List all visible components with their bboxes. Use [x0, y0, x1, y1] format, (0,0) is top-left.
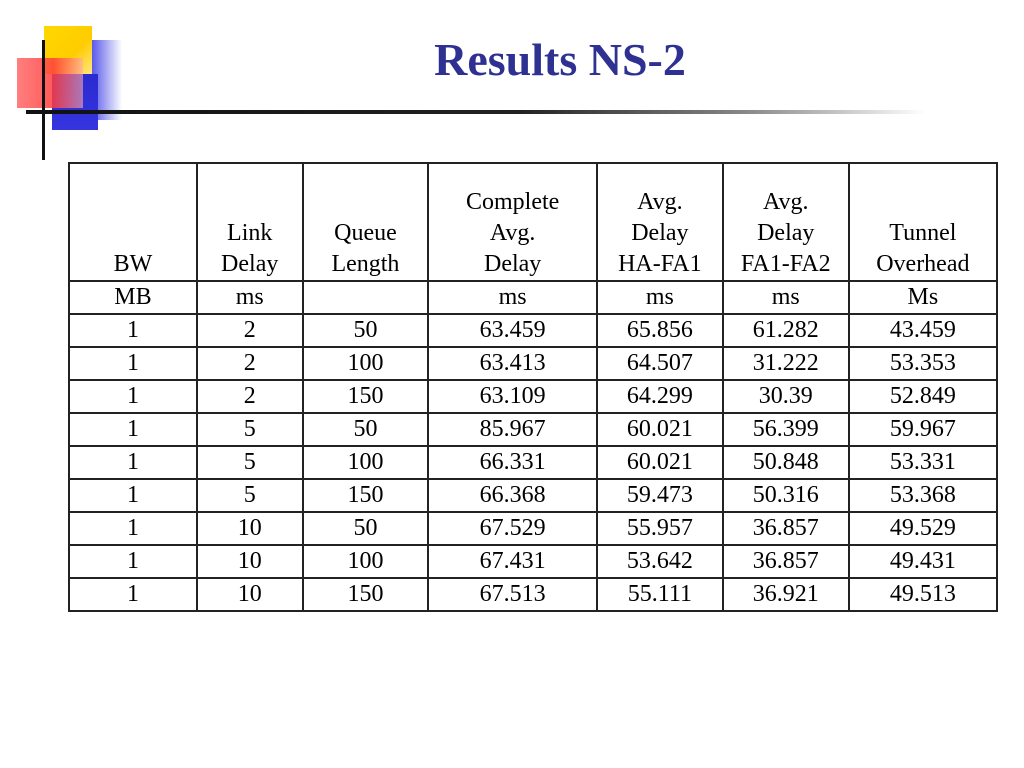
table-cell: 31.222	[723, 347, 849, 380]
table-cell: 49.513	[849, 578, 997, 611]
unit-cell: ms	[597, 281, 723, 314]
table-row	[69, 578, 997, 611]
table-cell: 150	[303, 479, 429, 512]
table-cell: 67.513	[428, 578, 597, 611]
table-cell: 55.111	[597, 578, 723, 611]
header-line: BW	[113, 251, 153, 277]
table-cell: 30.39	[723, 380, 849, 413]
title-underline	[26, 110, 926, 114]
unit-cell: Ms	[849, 281, 997, 314]
table-cell: 52.849	[849, 380, 997, 413]
table-cell: 36.857	[723, 512, 849, 545]
table-cell: 50	[303, 314, 429, 347]
table-cell: 66.331	[428, 446, 597, 479]
table-row	[69, 380, 997, 413]
table-cell: 5	[197, 413, 303, 446]
header-line: Avg.	[489, 220, 536, 246]
table-cell: 50.316	[723, 479, 849, 512]
table-cell: 67.529	[428, 512, 597, 545]
table-cell: 2	[197, 314, 303, 347]
table-cell: 100	[303, 446, 429, 479]
unit-cell: ms	[723, 281, 849, 314]
table-cell: 1	[69, 380, 197, 413]
header-tunnel-overhead	[849, 163, 997, 281]
table-row	[69, 545, 997, 578]
table-cell: 100	[303, 545, 429, 578]
header-link-delay	[197, 163, 303, 281]
table-cell: 49.529	[849, 512, 997, 545]
table-cell: 43.459	[849, 314, 997, 347]
slide-title: Results NS-2	[434, 34, 686, 85]
table-cell: 36.857	[723, 545, 849, 578]
table-cell: 59.473	[597, 479, 723, 512]
table-cell: 60.021	[597, 446, 723, 479]
unit-cell: ms	[197, 281, 303, 314]
table-cell: 10	[197, 578, 303, 611]
table-cell: 53.368	[849, 479, 997, 512]
table-row	[69, 347, 997, 380]
unit-cell: ms	[428, 281, 597, 314]
table-cell: 1	[69, 446, 197, 479]
table-cell: 66.368	[428, 479, 597, 512]
table-cell: 5	[197, 446, 303, 479]
header-row	[69, 163, 997, 281]
table-cell: 1	[69, 314, 197, 347]
table-cell: 50	[303, 413, 429, 446]
header-line: Delay	[221, 251, 279, 277]
header-line: Delay	[757, 220, 815, 246]
table-cell: 67.431	[428, 545, 597, 578]
table-row	[69, 413, 997, 446]
table-cell: 59.967	[849, 413, 997, 446]
table-cell: 56.399	[723, 413, 849, 446]
table-cell: 150	[303, 380, 429, 413]
header-line: FA1-FA2	[740, 251, 831, 277]
header-line: Complete	[465, 189, 560, 215]
table-cell: 1	[69, 479, 197, 512]
header-line: Delay	[484, 251, 542, 277]
header-line: Length	[331, 251, 400, 277]
unit-cell: MB	[69, 281, 197, 314]
table-cell: 2	[197, 347, 303, 380]
table-cell: 85.967	[428, 413, 597, 446]
header-bw	[69, 163, 197, 281]
table-cell: 5	[197, 479, 303, 512]
table-row	[69, 446, 997, 479]
table-cell: 2	[197, 380, 303, 413]
table-cell: 64.299	[597, 380, 723, 413]
table-cell: 10	[197, 545, 303, 578]
logo-red-square	[17, 58, 83, 108]
table-row	[69, 512, 997, 545]
table-cell: 1	[69, 347, 197, 380]
header-queue-length	[303, 163, 429, 281]
table-cell: 100	[303, 347, 429, 380]
table-cell: 63.413	[428, 347, 597, 380]
table-cell: 63.459	[428, 314, 597, 347]
table-cell: 1	[69, 413, 197, 446]
header-line: Queue	[334, 220, 397, 246]
table-cell: 65.856	[597, 314, 723, 347]
table-cell: 53.331	[849, 446, 997, 479]
table-cell: 1	[69, 578, 197, 611]
table-cell: 49.431	[849, 545, 997, 578]
table-cell: 64.507	[597, 347, 723, 380]
table-cell: 150	[303, 578, 429, 611]
table-cell: 63.109	[428, 380, 597, 413]
table-cell: 55.957	[597, 512, 723, 545]
header-line: HA-FA1	[618, 251, 702, 277]
header-line: Link	[227, 220, 273, 246]
header-line: Avg.	[637, 189, 683, 215]
table-cell: 53.642	[597, 545, 723, 578]
header-complete-avg-delay	[428, 163, 597, 281]
header-avg-delay-ha-fa1	[597, 163, 723, 281]
unit-row	[69, 281, 997, 314]
table-row	[69, 314, 997, 347]
table-cell: 36.921	[723, 578, 849, 611]
header-line: Delay	[631, 220, 689, 246]
table-cell: 60.021	[597, 413, 723, 446]
unit-cell	[303, 281, 429, 314]
table-cell: 10	[197, 512, 303, 545]
header-line: Avg.	[762, 189, 809, 215]
table-cell: 50.848	[723, 446, 849, 479]
table-cell: 1	[69, 545, 197, 578]
table-cell: 50	[303, 512, 429, 545]
table-cell: 53.353	[849, 347, 997, 380]
table-row	[69, 479, 997, 512]
table-cell: 1	[69, 512, 197, 545]
header-line: Tunnel	[889, 220, 957, 246]
table-cell: 61.282	[723, 314, 849, 347]
header-avg-delay-fa1-fa2	[723, 163, 849, 281]
logo-vertical-line	[42, 40, 45, 160]
results-table	[68, 162, 998, 612]
header-line: Overhead	[876, 251, 970, 277]
